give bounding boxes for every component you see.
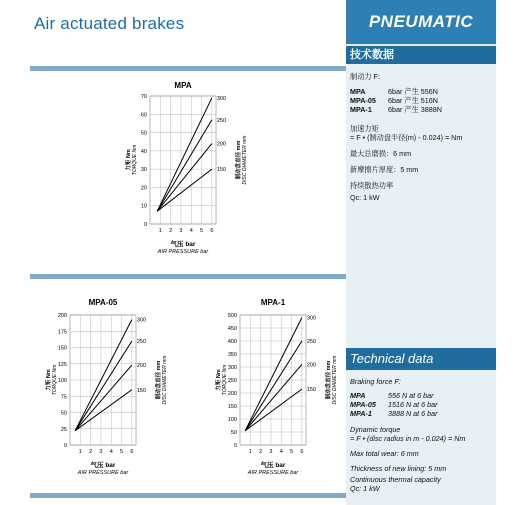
spec-row-en-0 <box>350 391 434 400</box>
y-tick-label: 40 <box>140 148 147 155</box>
model: MPA-05 <box>350 96 376 105</box>
heat-cn-value: Qc: 1 kW <box>350 193 380 202</box>
lining-en: Thickness of new lining: 5 mm <box>350 464 447 473</box>
separator-bottom <box>30 493 346 498</box>
series-line-250 <box>157 120 212 211</box>
right-axis-label-cn: 制动盘直径 mm <box>156 360 162 400</box>
separator-middle <box>30 274 346 279</box>
right-axis-label-en: DISC DIAMETER mm <box>242 135 248 185</box>
series-label-150: 150 <box>306 387 317 394</box>
tech-data-en-heading: Technical data <box>346 348 496 370</box>
series-label-200: 200 <box>216 141 227 148</box>
y-tick-label: 150 <box>57 345 67 352</box>
torque-cn-formula: = F • (制动盘半径(m) - 0.024) = Nm <box>350 133 463 142</box>
y-tick-label: 150 <box>227 404 237 410</box>
right-axis-label-en: DISC DIAMETER mm <box>332 355 338 405</box>
y-tick-label: 0 <box>233 443 237 449</box>
series-label-250: 250 <box>216 117 227 124</box>
series-line-300 <box>157 98 212 211</box>
y-tick-label: 10 <box>140 203 147 210</box>
y-tick-label: 200 <box>57 313 67 319</box>
value: 6bar 产生 556N <box>388 87 438 96</box>
series-line-250 <box>245 341 302 431</box>
y-axis-label-en: TORQUE Nm <box>132 144 138 176</box>
y-tick-label: 125 <box>57 361 67 368</box>
series-label-300: 300 <box>216 95 227 102</box>
series-line-250 <box>75 341 132 431</box>
y-axis-label-en: TORQUE Nm <box>222 364 228 396</box>
x-tick-label: 2 <box>169 228 173 234</box>
chart-title: MPA <box>174 81 192 90</box>
y-tick-label: 100 <box>227 417 237 423</box>
x-axis-label-en: AIR PRESSURE bar <box>77 470 129 476</box>
x-tick-label: 2 <box>89 449 93 455</box>
heat-cn-label: 持续散热功率 <box>350 181 394 190</box>
y-tick-label: 75 <box>60 394 67 401</box>
x-tick-label: 6 <box>130 449 134 455</box>
heat-en-label: Continuous thermal capacity <box>350 475 441 484</box>
x-tick-label: 5 <box>290 449 294 455</box>
y-tick-label: 300 <box>227 365 237 371</box>
series-label-300: 300 <box>306 315 317 322</box>
series-label-200: 200 <box>306 362 317 369</box>
chart-mpa-1 <box>190 295 345 490</box>
x-tick-label: 4 <box>279 449 283 455</box>
x-tick-label: 4 <box>189 228 193 234</box>
x-tick-label: 1 <box>78 449 82 455</box>
x-axis-label-en: AIR PRESSURE bar <box>247 470 299 476</box>
y-tick-label: 450 <box>227 326 237 332</box>
x-tick-label: 5 <box>200 228 204 234</box>
y-tick-label: 25 <box>60 426 67 433</box>
spec-row-cn-0 <box>350 87 438 96</box>
lining-cn: 新摩擦片厚度：5 mm <box>350 165 419 174</box>
y-tick-label: 175 <box>57 329 67 336</box>
braking-force-cn-label: 制动力 F: <box>350 72 380 81</box>
x-axis-label-cn: 气压 bar <box>260 462 286 469</box>
model: MPA <box>350 391 366 400</box>
model: MPA-1 <box>350 105 372 114</box>
x-tick-label: 6 <box>300 449 304 455</box>
y-tick-label: 70 <box>140 94 147 100</box>
chart-mpa-05 <box>20 295 180 490</box>
spec-row-en-1 <box>350 400 438 409</box>
right-axis-label-cn: 制动盘直径 mm <box>326 360 332 400</box>
tech-data-cn-heading: 技术数据 <box>346 46 496 64</box>
value: 3888 N at 6 bar <box>388 409 438 418</box>
wear-en: Max total wear: 6 mm <box>350 449 419 458</box>
y-tick-label: 50 <box>230 430 237 436</box>
x-axis-label-cn: 气压 bar <box>170 241 196 248</box>
chart-mpa <box>100 78 250 268</box>
x-tick-label: 2 <box>259 449 263 455</box>
value: 556 N at 6 bar <box>388 391 434 400</box>
series-label-200: 200 <box>136 363 147 370</box>
category-badge: PNEUMATIC <box>346 0 496 44</box>
y-axis-label-cn: 力矩 Nm <box>46 369 52 391</box>
y-tick-label: 20 <box>140 185 147 192</box>
y-tick-label: 350 <box>227 352 237 358</box>
value: 1516 N at 6 bar <box>388 400 438 409</box>
y-tick-label: 400 <box>227 339 237 345</box>
value: 6bar 产生 516N <box>388 96 438 105</box>
page-title: Air actuated brakes <box>34 14 185 33</box>
spec-row-cn-1 <box>350 96 438 105</box>
x-tick-label: 4 <box>109 449 113 455</box>
value: 6bar 产生 3888N <box>388 105 442 114</box>
series-line-150 <box>75 390 132 431</box>
y-tick-label: 250 <box>227 378 237 384</box>
model: MPA-05 <box>350 400 376 409</box>
x-axis-label-en: AIR PRESSURE bar <box>157 249 209 255</box>
series-label-150: 150 <box>136 387 147 394</box>
y-axis-label-cn: 力矩 Nm <box>216 369 222 391</box>
model: MPA <box>350 87 366 96</box>
series-label-250: 250 <box>136 339 147 345</box>
series-line-150 <box>245 389 302 431</box>
y-tick-label: 0 <box>63 443 67 449</box>
model: MPA-1 <box>350 409 372 418</box>
y-axis-label-cn: 力矩 Nm <box>126 149 132 171</box>
x-tick-label: 1 <box>158 228 162 234</box>
torque-cn-label: 加速力矩 <box>350 124 379 133</box>
y-tick-label: 500 <box>227 313 237 319</box>
braking-force-en-label: Braking force F: <box>350 377 401 386</box>
y-tick-label: 60 <box>140 112 147 119</box>
chart-title: MPA-05 <box>88 298 118 307</box>
y-tick-label: 30 <box>140 167 147 174</box>
series-label-150: 150 <box>216 167 227 174</box>
wear-cn: 最大总磨损：6 mm <box>350 149 412 158</box>
x-tick-label: 6 <box>210 228 214 234</box>
x-tick-label: 1 <box>248 449 252 455</box>
separator-top <box>30 66 346 71</box>
series-line-150 <box>157 169 212 211</box>
y-tick-label: 200 <box>227 391 237 397</box>
chart-title: MPA-1 <box>260 298 286 307</box>
series-label-300: 300 <box>136 317 147 324</box>
y-tick-label: 50 <box>60 410 67 417</box>
x-axis-label-cn: 气压 bar <box>90 462 116 469</box>
y-tick-label: 50 <box>140 130 147 137</box>
y-tick-label: 0 <box>143 222 147 228</box>
dynamic-en-label: Dynamic torque <box>350 425 401 434</box>
x-tick-label: 5 <box>120 449 124 455</box>
dynamic-en-formula: = F • (disc radius in m - 0.024) = Nm <box>350 434 466 443</box>
x-tick-label: 3 <box>179 228 183 234</box>
y-axis-label-en: TORQUE Nm <box>52 364 58 396</box>
heat-en-value: Qc: 1 kW <box>350 484 380 493</box>
spec-row-cn-2 <box>350 105 442 114</box>
x-tick-label: 3 <box>99 449 103 455</box>
y-tick-label: 100 <box>57 378 67 384</box>
x-tick-label: 3 <box>269 449 273 455</box>
right-axis-label-cn: 制动盘直径 mm <box>236 140 242 180</box>
right-axis-label-en: DISC DIAMETER mm <box>162 355 168 405</box>
spec-row-en-2 <box>350 409 438 418</box>
series-label-250: 250 <box>306 339 317 345</box>
